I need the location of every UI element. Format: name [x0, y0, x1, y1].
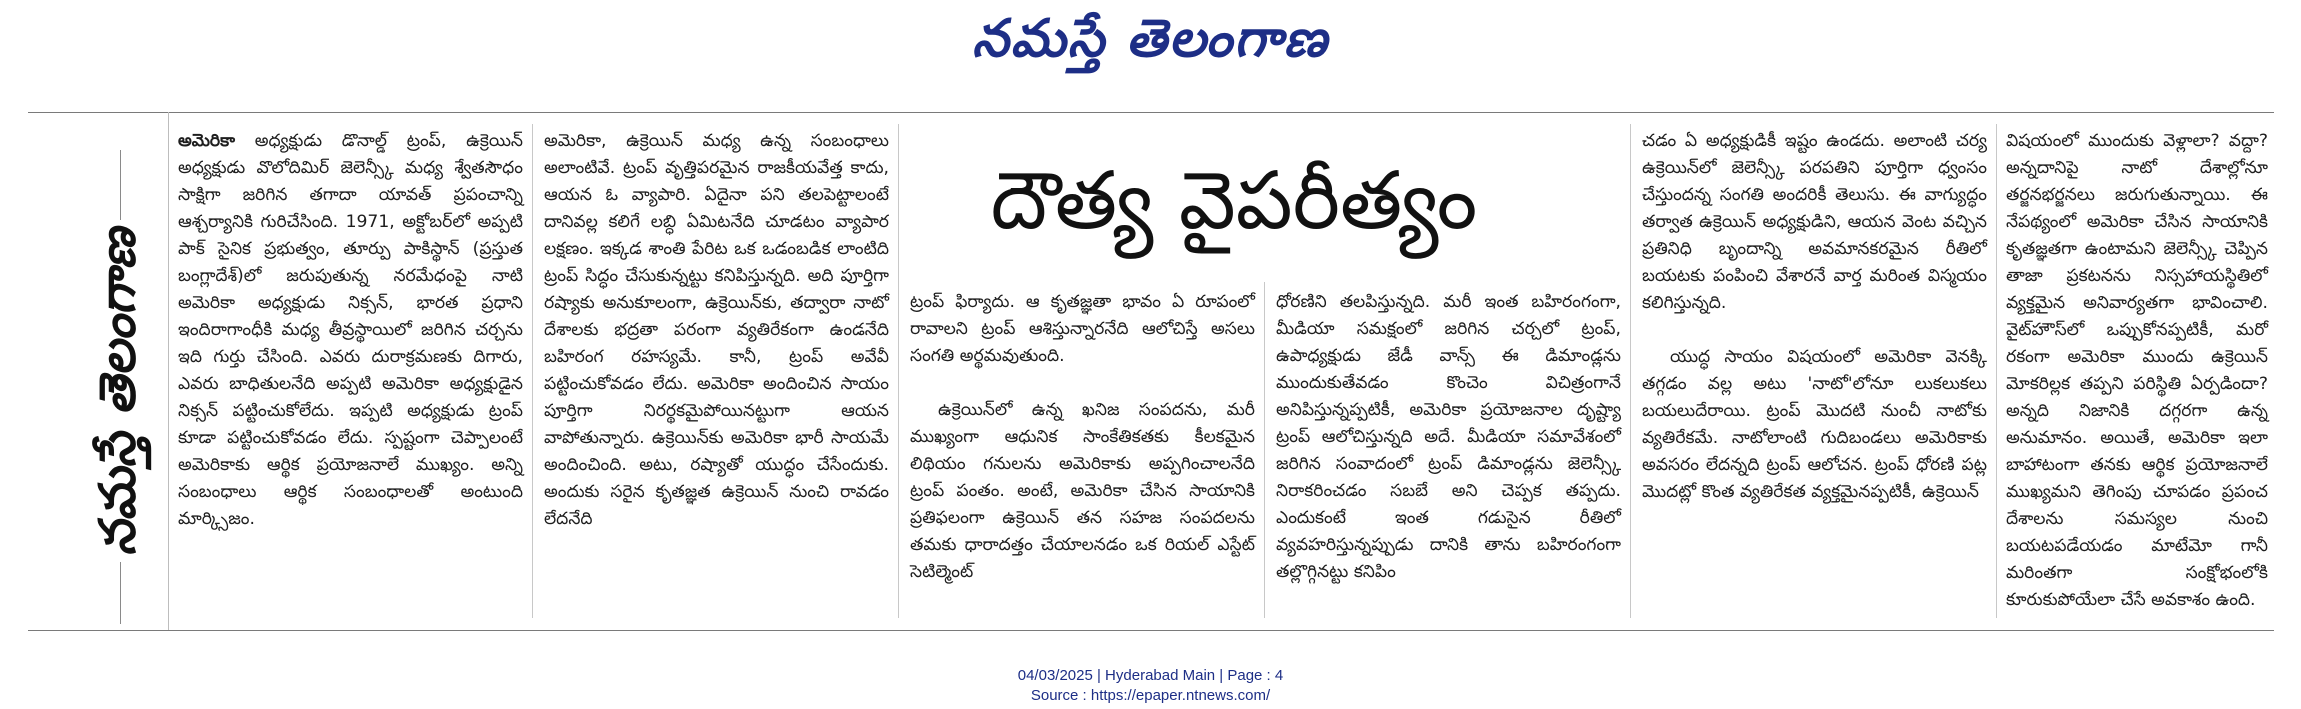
article-column-6 [2006, 128, 2268, 614]
divider [120, 150, 121, 220]
article-column-1 [178, 128, 523, 618]
top-rule [28, 112, 2274, 113]
article-headline: దౌత్య వైపరీత్యం [990, 154, 1478, 247]
article-paragraph: ఉక్రెయిన్‌లో ఉన్న ఖనిజ సంపదను, మరీ ముఖ్యంగా ఆధునిక సాంకేతికతకు కీలకమైన లిథియం గనులను అమెరికాకు అప్పగించాలనేది ట్రంప్ పంతం. అంటే, అమెరికా చేసిన సాయానికి ప్రతిఫలంగా ఉక్రెయిన్ తన సహజ సంపదలను తమకు ధారాదత్తం చేయాలనడం ఒక రియల్ ఎస్టేట్ సెటిల్మెంట్ [910, 400, 1255, 582]
article-column-3 [910, 289, 1255, 586]
article-paragraph: అమెరికా అధ్యక్షుడు డొనాల్డ్ ట్రంప్, ఉక్రెయిన్ అధ్యక్షుడు వొలోదిమిర్ జెలెన్స్కీ మధ్య శ్వేతసౌధం సాక్షిగా జరిగిన తగాదా యావత్ ప్రపంచాన్ని ఆశ్చర్యానికి గురిచేసింది. 1971, అక్టోబర్‌లో అప్పటి పాక్ సైనిక ప్రభుత్వం, తూర్పు పాకిస్థాన్ (ప్రస్తుత బంగ్లాదేశ్)లో జరుపుతున్న నరమేధంపై నాటి అమెరికా అధ్యక్షుడు నిక్సన్, భారత ప్రధాని ఇందిరాగాంధీకి మధ్య తీవ్రస్థాయిలో జరిగిన చర్చను ఇది గుర్తు చేసింది. ఎవరు దురాక్రమణకు దిగారు, ఎవరు బాధితులనేది అప్పటి అమెరికా అధ్యక్షుడైన నిక్సన్ పట్టించుకోలేదు. ఇప్పటి అధ్యక్షుడు ట్రంప్ కూడా పట్టించుకోవడం లేదు. స్పష్టంగా చెప్పాలంటే అమెరికాకు ఆర్థిక ప్రయోజనాలే ముఖ్యం. అన్ని సంబంధాలు ఆర్థిక సంబంధాలతో అంటుంది మార్క్సిజం. [178, 131, 523, 529]
lead-word: అమెరికా [178, 131, 236, 151]
article-column-5 [1642, 128, 1987, 506]
article-column-2 [544, 128, 889, 533]
bottom-rule [28, 630, 2274, 631]
column-divider [1264, 282, 1265, 618]
article-paragraph: యుద్ధ సాయం విషయంలో అమెరికా వెనక్కి తగ్గడం వల్ల అటు 'నాటో'లోనూ లుకలుకలు బయలుదేరాయి. ట్రంప్ మొదటి నుంచీ నాటోకు వ్యతిరేకమే. నాటోలాంటి గుదిబండలు అమెరికాకు అవసరం లేదన్నది ట్రంప్ ఆలోచన. ట్రంప్ ధోరణి పట్ల మొదట్లో కొంత వ్యతిరేకత వ్యక్తమైనప్పటికీ, ఉక్రెయిన్ [1642, 347, 1987, 502]
masthead-logo: నమస్తే తెలంగాణ [972, 9, 1329, 69]
article-paragraph: అమెరికా, ఉక్రెయిన్ మధ్య ఉన్న సంబంధాలు అలాంటివే. ట్రంప్ వృత్తిపరమైన రాజకీయవేత్త కాదు, ఆయన ఓ వ్యాపారి. ఏదైనా పని తలపెట్టాలంటే దానివల్ల కలిగే లబ్ధి ఏమిటనేది చూడటం వ్యాపార లక్షణం. ఇక్కడ శాంతి పేరిట ఒక ఒడంబడిక లాంటిది ట్రంప్ సిద్ధం చేసుకున్నట్టు కనిపిస్తున్నది. అది పూర్తిగా రష్యాకు అనుకూలంగా, ఉక్రెయిన్‌కు, తద్వారా నాటో దేశాలకు భద్రతా పరంగా వ్యతిరేకంగా ఉండనేది బహిరంగ రహస్యమే. కానీ, ట్రంప్ అవేవీ పట్టించుకోవడం లేదు. అమెరికా అందించిన సాయం పూర్తిగా నిరర్థకమైపోయినట్టుగా ఆయన వాపోతున్నారు. ఉక్రెయిన్‌కు అమెరికా భారీ సాయమే అందించింది. అటు, రష్యాతో యుద్ధం చేసేందుకు. అందుకు సరైన కృతజ్ఞత ఉక్రెయిన్ నుంచి రావడం లేదనేది [544, 131, 889, 529]
divider [120, 562, 121, 624]
article-paragraph: ధోరణిని తలపిస్తున్నది. మరీ ఇంత బహిరంగంగా, మీడియా సమక్షంలో జరిగిన చర్చలో ట్రంప్, ఉపాధ్యక్షుడు జేడీ వాన్స్ ఈ డిమాండ్లను ముందుకుతేవడం కొంచెం విచిత్రంగానే అనిపిస్తున్నప్పటికీ, అమెరికా ప్రయోజనాల దృష్ట్యా ట్రంప్ ఆలోచిస్తున్నది అదే. మీడియా సమావేశంలో జరిగిన సంవాదంలో ట్రంప్ డిమాండ్లను జెలెన్స్కీ నిరాకరించడం సబబే అని చెప్పక తప్పదు. ఎందుకంటే ఇంత గడుసైన రీతిలో వ్యవహరిస్తున్నప్పుడు దానికి తాను బహిరంగంగా తల్లొగ్గినట్టు కనిపిం [1276, 292, 1621, 582]
article-paragraph: ట్రంప్ ఫిర్యాదు. ఆ కృతజ్ఞతా భావం ఏ రూపంలో రావాలని ట్రంప్ ఆశిస్తున్నారనేది ఆలోచిస్తే అసలు సంగతి అర్థమవుతుంది. [910, 292, 1255, 366]
column-divider [1630, 124, 1631, 618]
page-footer [0, 666, 2301, 706]
article-column-4 [1276, 289, 1621, 586]
column-divider [1996, 124, 1997, 618]
vertical-logo [74, 228, 174, 556]
masthead [0, 0, 2301, 80]
sidebar-logo-panel [28, 112, 169, 630]
article-paragraph: విషయంలో ముందుకు వెళ్లాలా? వద్దా? అన్నదానిపై నాటో దేశాల్లోనూ తర్జనభర్జనలు జరుగుతున్నాయి. ఈ నేపథ్యంలో అమెరికా చేసిన సాయానికి కృతజ్ఞతగా ఉంటామని జెలెన్స్కీ చెప్పిన తాజా ప్రకటనను నిస్సహాయస్థితిలో వ్యక్తమైన అనివార్యతగా భావించాలి. వైట్‌హౌస్‌లో ఒప్పుకోనప్పటికీ, మరో రకంగా అమెరికా ముందు ఉక్రెయిన్ మోకరిల్లక తప్పని పరిస్థితి ఏర్పడిందా? అన్నది నిజానికి దగ్గరగా ఉన్న అనుమానం. అయితే, అమెరికా ఇలా బాహాటంగా తనకు ఆర్థిక ప్రయోజనాలే ముఖ్యమని తెగింపు చూపడం ప్రపంచ దేశాలను సమస్యల నుంచి బయటపడేయడం మాటేమో గానీ మరింతగా సంక్షోభంలోకి కూరుకుపోయేలా చేసే అవకాశం ఉంది. [2006, 131, 2268, 610]
article-paragraph: చడం ఏ అధ్యక్షుడికీ ఇష్టం ఉండదు. అలాంటి చర్య ఉక్రెయిన్‌లో జెలెన్స్కీ పరపతిని పూర్తిగా ధ్వంసం చేస్తుందన్న సంగతి అందరికీ తెలుసు. ఈ వాగ్యుద్ధం తర్వాత ఉక్రెయిన్ అధ్యక్షుడిని, ఆయన వెంట వచ్చిన ప్రతినిధి బృందాన్ని అవమానకరమైన రీతిలో బయటకు పంపించి వేశారనే వార్త మరింత విస్మయం కలిగిస్తున్నది. [1642, 131, 1987, 313]
column-divider [532, 124, 533, 618]
vertical-logo-text: నమస్తే తెలంగాణ [88, 228, 147, 556]
source-link[interactable]: Source : https://epaper.ntnews.com/ [1030, 687, 1271, 704]
edition-info: 04/03/2025 | Hyderabad Main | Page : 4 [1017, 667, 1284, 684]
